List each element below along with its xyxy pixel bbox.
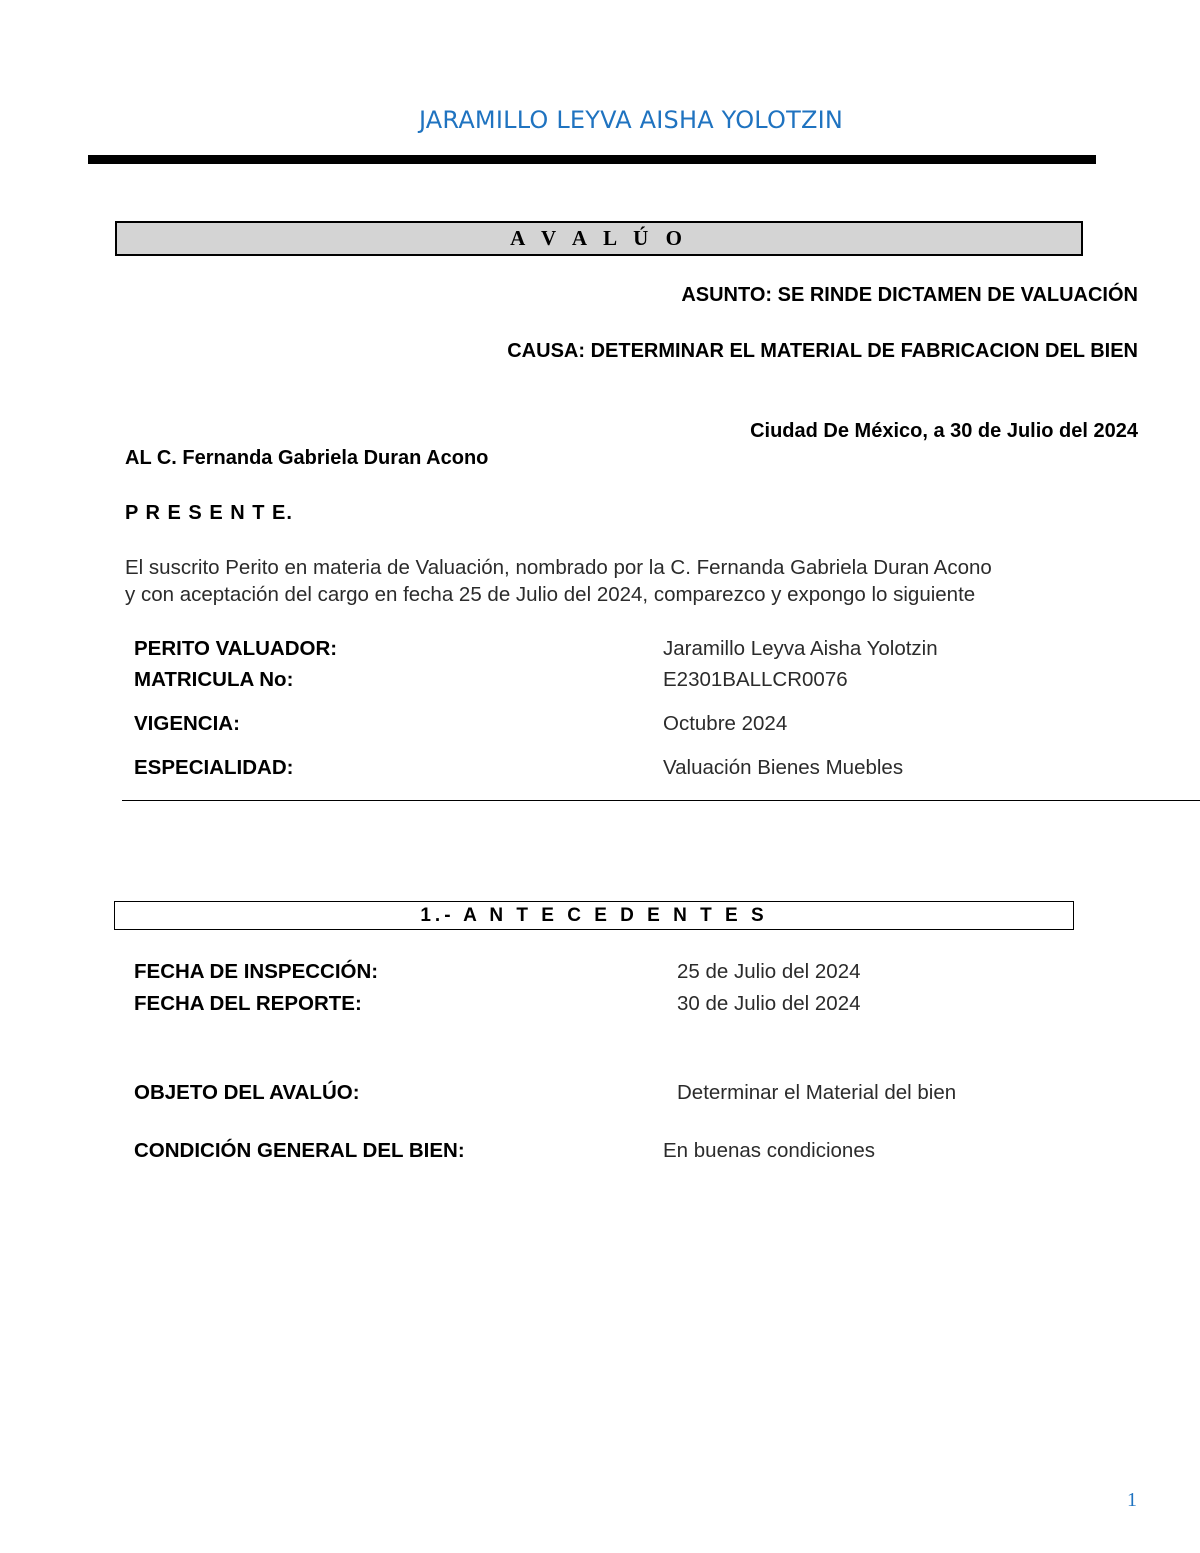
asunto-line: ASUNTO: SE RINDE DICTAMEN DE VALUACIÓN	[681, 284, 1138, 306]
fecha-inspeccion-label: FECHA DE INSPECCIÓN:	[134, 960, 379, 983]
objeto-value: Determinar el Material del bien	[677, 1081, 957, 1104]
document-title: A V A L Ú O	[510, 226, 688, 250]
matricula-label: MATRICULA No:	[134, 668, 294, 691]
fecha-reporte-label: FECHA DEL REPORTE:	[134, 992, 362, 1015]
header-rule	[88, 155, 1096, 164]
section-divider	[122, 800, 1200, 801]
title-box	[115, 221, 1083, 256]
fecha-reporte-value: 30 de Julio del 2024	[677, 992, 861, 1015]
section-title: 1.- A N T E C E D E N T E S	[420, 905, 768, 926]
perito-valuador-label: PERITO VALUADOR:	[134, 637, 338, 660]
presente: P R E S E N T E.	[125, 502, 293, 524]
condicion-label: CONDICIÓN GENERAL DEL BIEN:	[134, 1139, 465, 1162]
intro-line-2: y con aceptación del cargo en fecha 25 de Julio del 2024, comparezco y expongo lo siguiente	[125, 583, 976, 606]
header-name: JARAMILLO LEYVA AISHA YOLOTZIN	[418, 106, 844, 134]
section-header-box	[114, 901, 1074, 930]
place-date: Ciudad De México, a 30 de Julio del 2024	[750, 420, 1138, 442]
especialidad-label: ESPECIALIDAD:	[134, 756, 294, 779]
perito-valuador-value: Jaramillo Leyva Aisha Yolotzin	[663, 637, 938, 660]
page-number: 1	[1127, 1489, 1137, 1511]
intro-paragraph	[125, 554, 1145, 608]
especialidad-value: Valuación Bienes Muebles	[663, 756, 904, 779]
objeto-label: OBJETO DEL AVALÚO:	[134, 1081, 360, 1104]
causa-line: CAUSA: DETERMINAR EL MATERIAL DE FABRICACION DEL BIEN	[507, 340, 1138, 362]
fecha-inspeccion-value: 25 de Julio del 2024	[677, 960, 861, 983]
vigencia-value: Octubre 2024	[663, 712, 788, 735]
condicion-value: En buenas condiciones	[663, 1139, 875, 1162]
intro-line-1: El suscrito Perito en materia de Valuación, nombrado por la C. Fernanda Gabriela Duran Acono	[125, 556, 992, 579]
matricula-value: E2301BALLCR0076	[663, 668, 848, 691]
recipient: AL C. Fernanda Gabriela Duran Acono	[125, 447, 489, 469]
vigencia-label: VIGENCIA:	[134, 712, 240, 735]
